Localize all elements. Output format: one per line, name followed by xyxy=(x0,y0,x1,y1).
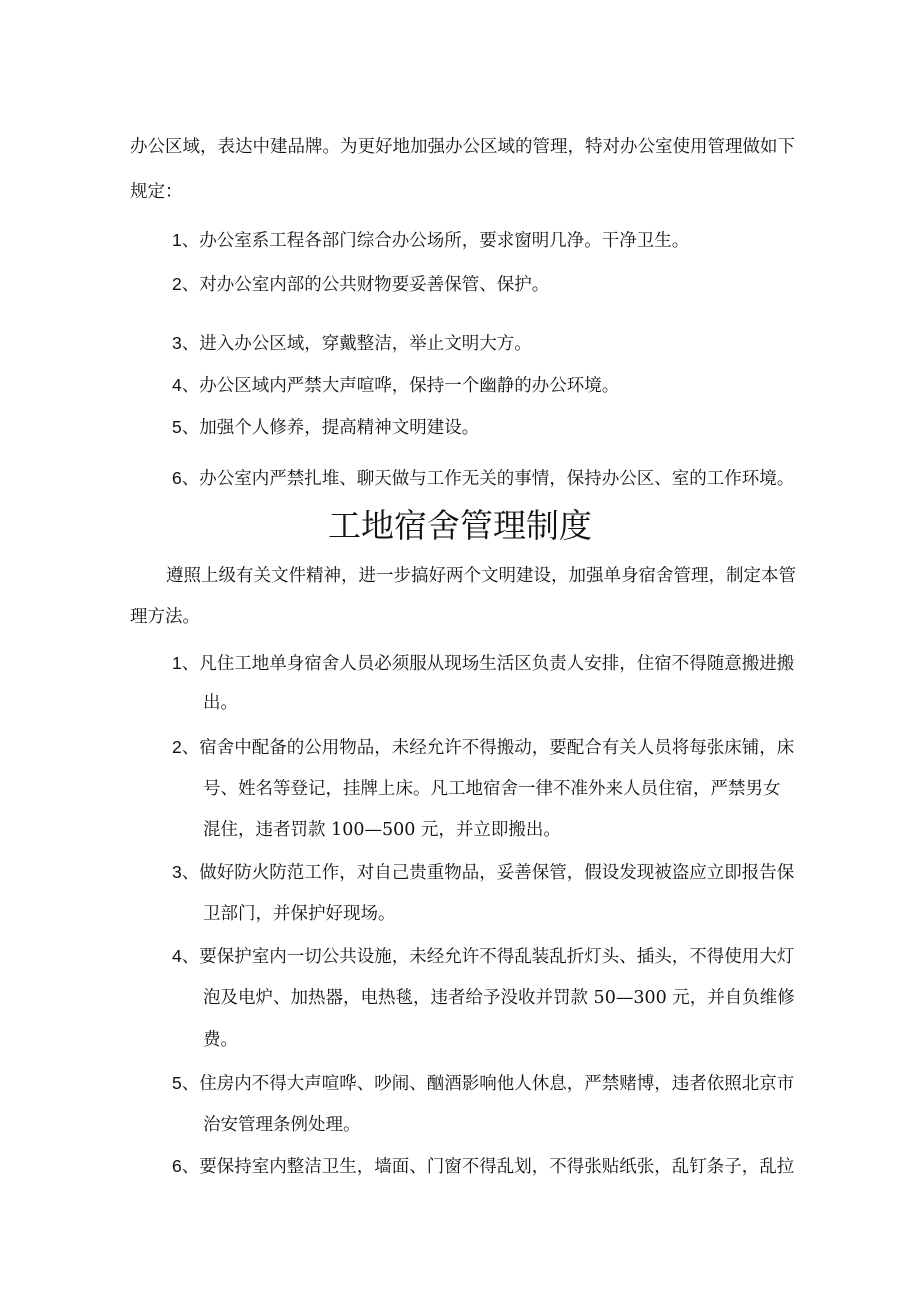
dorm-rule-5-number: 5、 xyxy=(172,1073,200,1093)
dorm-rule-1-line-1: 凡住工地单身宿舍人员必须服从现场生活区负责人安排，住宿不得随意搬进搬 xyxy=(199,654,795,674)
dorm-rule-4-line-2: 泡及电炉、加热器，电热毯，违者给予没收并罚款 50—300 元，并自负维修 xyxy=(203,988,795,1008)
dorm-rule-6 xyxy=(172,1153,794,1180)
dorm-rule-4 xyxy=(172,943,794,970)
dorm-rule-3 xyxy=(172,859,794,886)
dorm-intro-line-1: 遵照上级有关文件精神，进一步搞好两个文明建设，加强单身宿舍管理，制定本管 xyxy=(166,566,796,586)
dorm-rule-3-number: 3、 xyxy=(172,862,200,882)
office-rule-2 xyxy=(172,271,549,298)
dorm-rule-2-number: 2、 xyxy=(172,737,200,757)
office-rule-5-number: 5、 xyxy=(172,417,200,437)
office-rule-2-text: 对办公室内部的公共财物要妥善保管、保护。 xyxy=(199,275,550,295)
dorm-rule-3-line-1: 做好防火防范工作，对自己贵重物品，妥善保管，假设发现被盗应立即报告保 xyxy=(199,863,795,883)
dorm-rule-1-line-2: 出。 xyxy=(203,693,238,713)
office-rule-2-number: 2、 xyxy=(172,274,200,294)
office-rule-1 xyxy=(172,227,689,254)
dorm-rule-6-number: 6、 xyxy=(172,1156,200,1176)
dorm-rule-1-number: 1、 xyxy=(172,653,200,673)
dorm-rule-4-number: 4、 xyxy=(172,946,200,966)
dorm-rule-5 xyxy=(172,1070,794,1097)
office-rule-4-number: 4、 xyxy=(172,375,200,395)
office-rule-3-number: 3、 xyxy=(172,333,200,353)
dorm-rule-2-line-2: 号、姓名等登记，挂牌上床。凡工地宿舍一律不准外来人员住宿，严禁男女 xyxy=(203,779,781,799)
office-intro-line-1: 办公区域，表达中建品牌。为更好地加强办公区域的管理，特对办公室使用管理做如下 xyxy=(130,137,795,157)
dorm-rule-2-line-1: 宿舍中配备的公用物品，未经允许不得搬动，要配合有关人员将每张床铺，床 xyxy=(199,738,795,758)
dorm-rule-6-line-1: 要保持室内整洁卫生，墙面、门窗不得乱划，不得张贴纸张，乱钉条子，乱拉 xyxy=(199,1157,795,1177)
dorm-rule-5-line-2: 治安管理条例处理。 xyxy=(203,1115,361,1135)
dorm-rule-4-line-3: 费。 xyxy=(203,1030,238,1050)
office-rule-5-text: 加强个人修养，提高精神文明建设。 xyxy=(199,418,480,438)
dorm-rule-4-line-1: 要保护室内一切公共设施，未经允许不得乱装乱折灯头、插头，不得使用大灯 xyxy=(199,947,795,967)
office-rule-4-text: 办公区域内严禁大声喧哗，保持一个幽静的办公环境。 xyxy=(199,376,620,396)
office-rule-6 xyxy=(172,465,794,492)
office-rule-1-number: 1、 xyxy=(172,230,200,250)
dorm-rule-2-line-3: 混住，违者罚款 100—500 元，并立即搬出。 xyxy=(203,820,561,840)
office-rule-5 xyxy=(172,414,479,441)
dorm-rule-1 xyxy=(172,650,794,677)
office-rule-3 xyxy=(172,330,532,357)
office-rule-4 xyxy=(172,372,619,399)
dorm-rule-2 xyxy=(172,734,794,761)
page-title: 工地宿舍管理制度 xyxy=(328,506,592,545)
office-rule-6-number: 6、 xyxy=(172,468,200,488)
office-rule-6-text: 办公室内严禁扎堆、聊天做与工作无关的事情，保持办公区、室的工作环境。 xyxy=(199,469,795,489)
office-rule-1-text: 办公室系工程各部门综合办公场所，要求窗明几净。干净卫生。 xyxy=(199,231,690,251)
dorm-intro-line-2: 理方法。 xyxy=(130,607,200,627)
office-rule-3-text: 进入办公区域，穿戴整洁，举止文明大方。 xyxy=(199,334,532,354)
dorm-rule-5-line-1: 住房内不得大声喧哗、吵闹、酗酒影响他人休息，严禁赌博，违者依照北京市 xyxy=(199,1074,795,1094)
office-intro-line-2: 规定： xyxy=(130,182,183,202)
dorm-rule-3-line-2: 卫部门，并保护好现场。 xyxy=(203,904,396,924)
